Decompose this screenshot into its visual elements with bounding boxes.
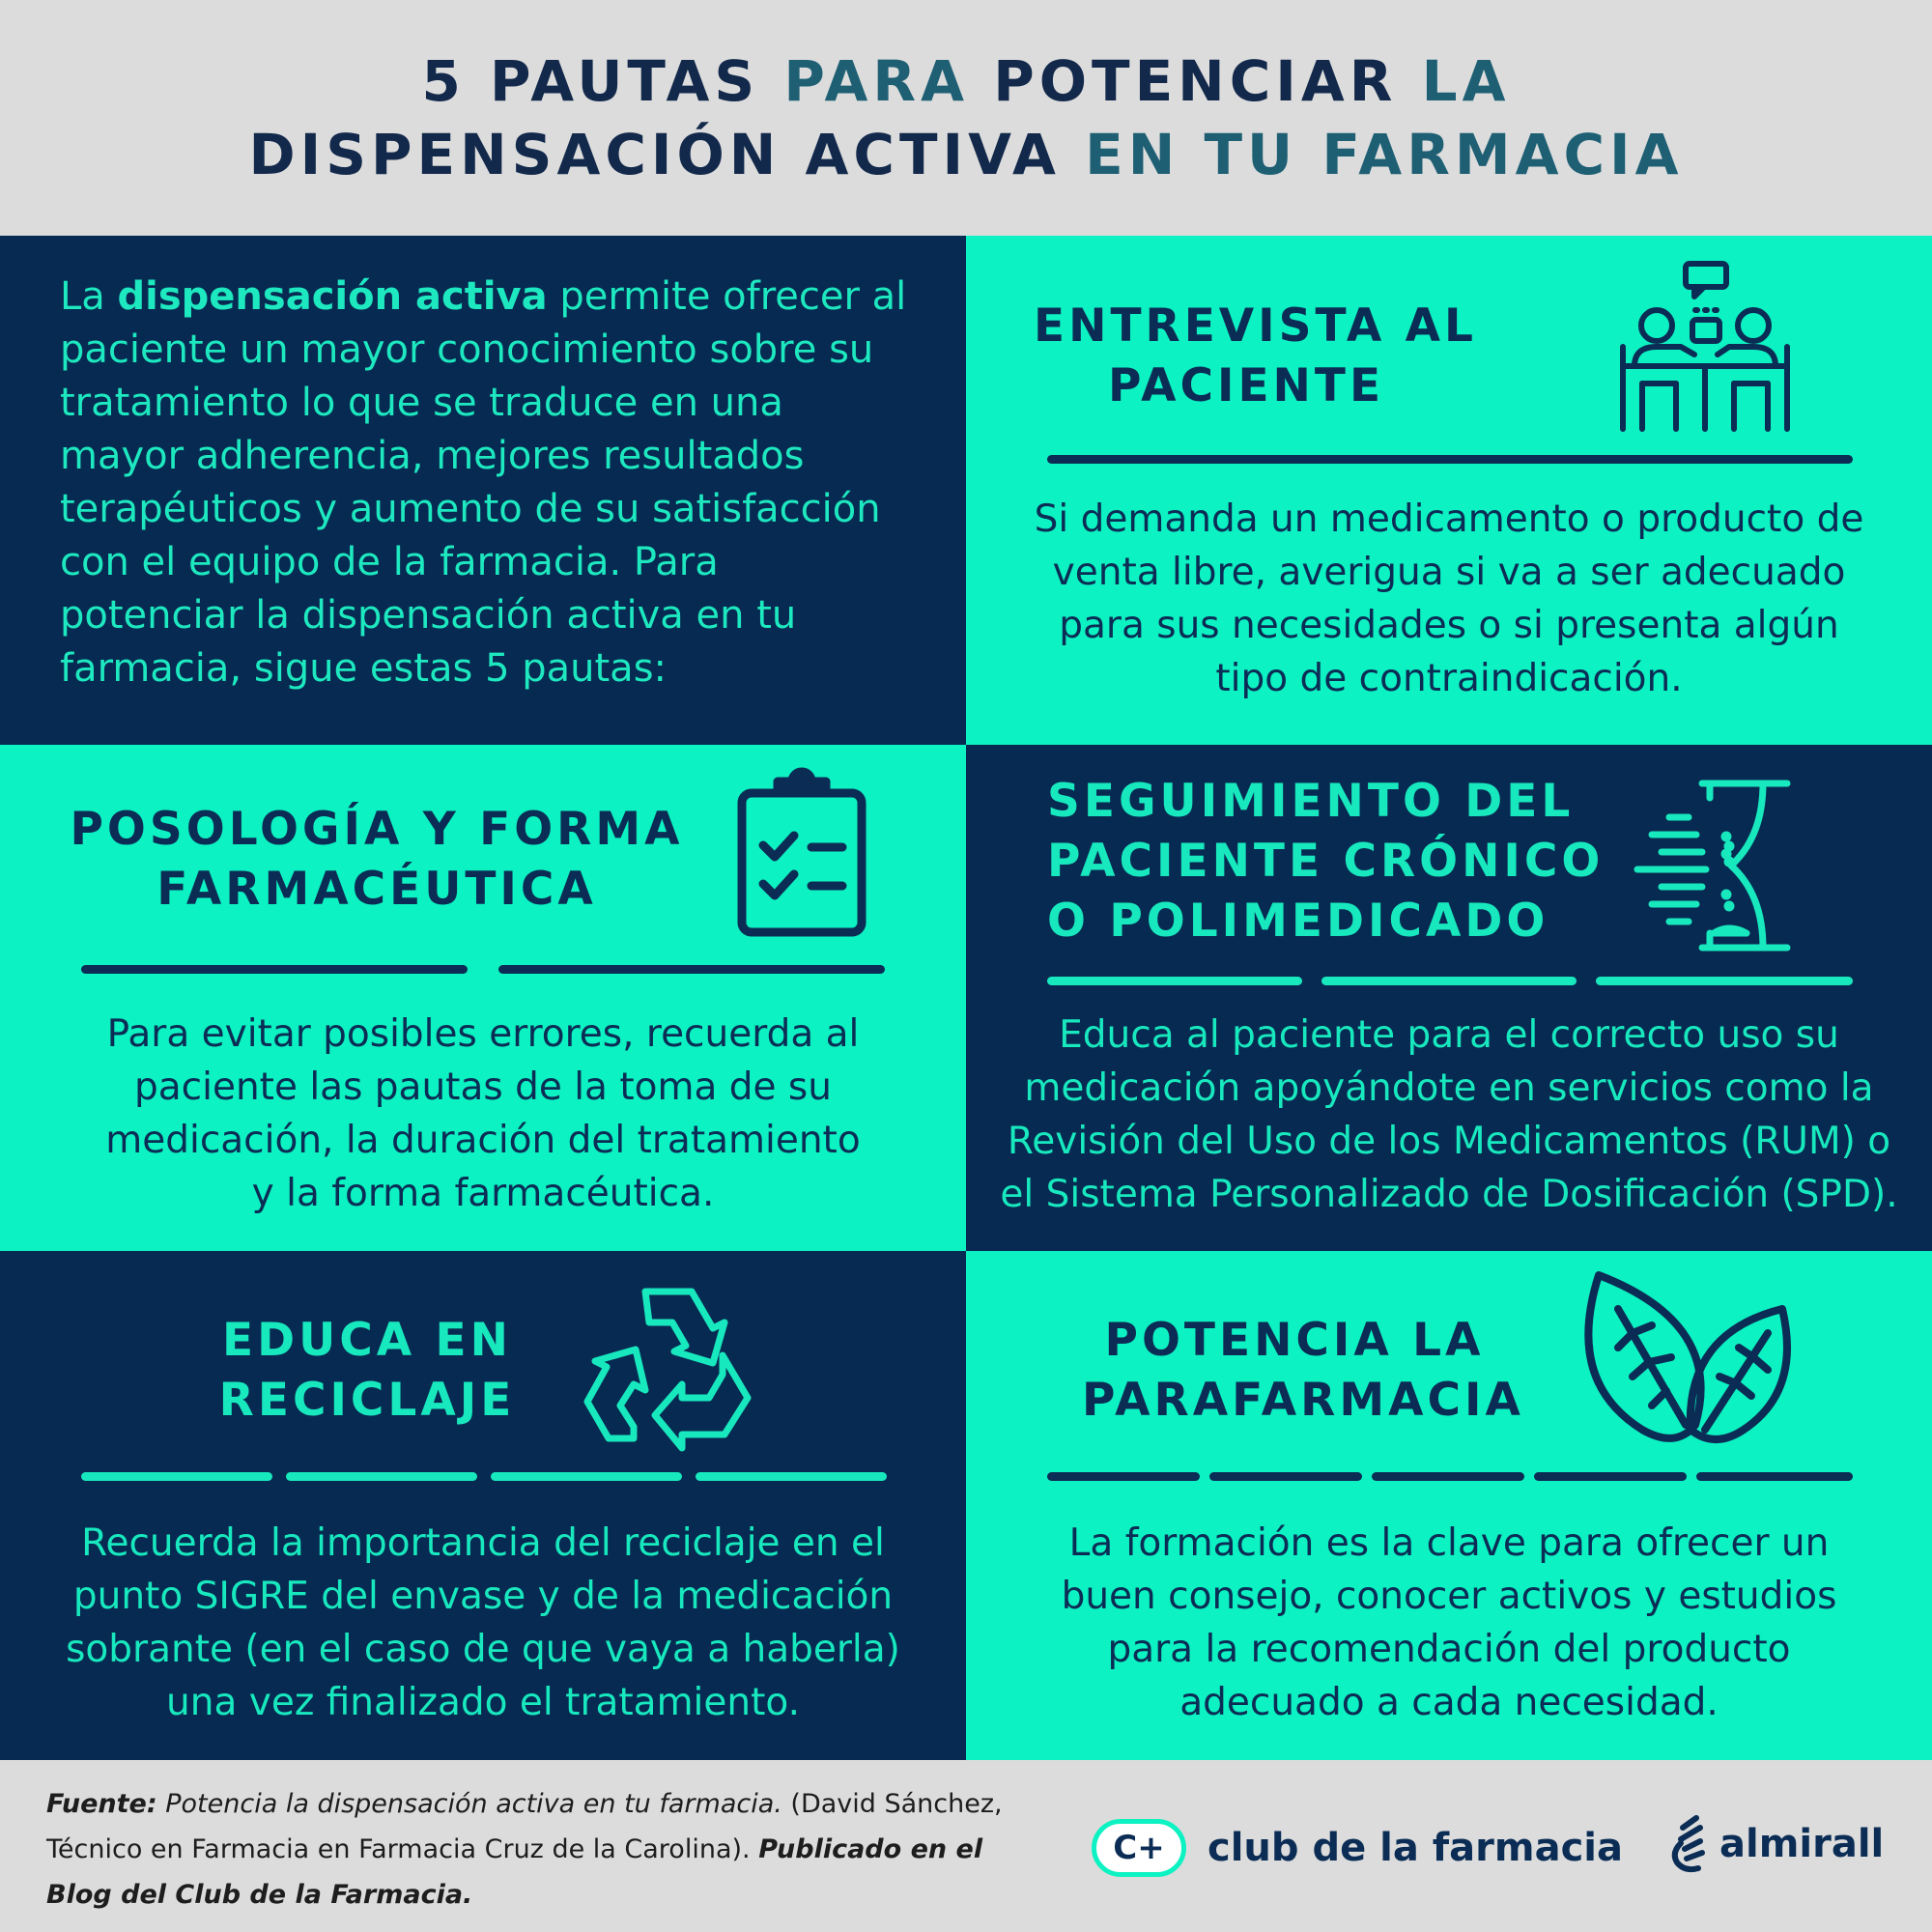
title-line: RECICLAJE: [218, 1374, 516, 1427]
title-segment: POTENCIAR: [993, 48, 1422, 114]
card-entrevista: [966, 236, 1932, 745]
text-line: Educa al paciente para el correcto uso su: [1059, 1013, 1839, 1057]
intro-panel: [0, 236, 966, 745]
source-label: Fuente:: [46, 1789, 157, 1819]
divider: [1047, 977, 1302, 985]
text-line: venta libre, averigua si va a ser adecuado: [1052, 551, 1846, 594]
text-line: Revisión del Uso de los Medicamentos (RUM) o: [1007, 1120, 1891, 1163]
card-reciclaje-text: [19, 1517, 947, 1729]
text-line: La formación es la clave para ofrecer un: [1068, 1521, 1830, 1565]
text-line: tipo de contraindicación.: [1215, 657, 1683, 700]
title-line: EDUCA EN: [222, 1314, 512, 1367]
card-parafarmacia-text: [985, 1517, 1913, 1729]
club-name: club de la farmacia: [1208, 1826, 1623, 1870]
title-line: PACIENTE CRÓNICO: [1047, 835, 1605, 888]
intro-prefix: La: [60, 274, 118, 319]
source-citation: [46, 1781, 1012, 1918]
card-parafarmacia: [966, 1251, 1932, 1760]
text-line: para sus necesidades o si presenta algún: [1059, 604, 1839, 647]
text-line: adecuado a cada necesidad.: [1179, 1681, 1719, 1724]
text-line: buen consejo, conocer activos y estudios: [1061, 1575, 1837, 1618]
divider: [1534, 1472, 1687, 1481]
text-line: medicación, la duración del tratamiento: [105, 1119, 861, 1162]
source-author: (David Sánchez, Técnico en Farmacia en Farmacia Cruz de la Carolina).: [46, 1789, 1003, 1864]
card-posologia: [0, 745, 966, 1251]
intro-rest: permite ofrecer al paciente un mayor conocimiento sobre su tratamiento lo que se traduce en una mayor adherencia, mejores resultados terapéuticos y aumento de su satisfacción con el equipo de la farmacia. Para potenciar la dispensación activa en tu farmacia, sigue estas 5 pautas:: [60, 274, 907, 691]
source-published: Publicado en el Blog del Club de la Farmacia.: [46, 1834, 983, 1910]
text-line: punto SIGRE del envase y de la medicación: [72, 1575, 894, 1618]
card-reciclaje: [0, 1251, 966, 1760]
header: [0, 0, 1932, 236]
clipboard-checklist-icon: [734, 766, 869, 940]
almirall-logo: [1667, 1814, 1884, 1874]
intro-bold: dispensación activa: [117, 274, 548, 319]
text-line: y la forma farmacéutica.: [251, 1172, 715, 1215]
text-line: Para evitar posibles errores, recuerda al: [106, 1012, 860, 1056]
card-reciclaje-title: [174, 1311, 560, 1431]
almirall-mark-icon: [1667, 1814, 1714, 1874]
interview-icon: [1613, 260, 1797, 443]
title-line: SEGUIMIENTO DEL: [1047, 775, 1575, 828]
title-segment-highlight: PARA: [783, 48, 994, 114]
divider: [1596, 977, 1853, 985]
divider: [498, 965, 885, 974]
divider: [1047, 1472, 1200, 1481]
text-line: sobrante (en el caso de que vaya a haberla): [66, 1628, 900, 1671]
title-line: FARMACÉUTICA: [156, 863, 597, 916]
divider: [1209, 1472, 1362, 1481]
text-line: una vez finalizado el tratamiento.: [166, 1681, 800, 1724]
card-parafarmacia-title: [1082, 1311, 1524, 1431]
page-title-line-1: [422, 44, 1511, 118]
club-badge-text: C+: [1113, 1829, 1165, 1867]
club-farmacia-logo: [1092, 1816, 1623, 1880]
card-entrevista-title: [1034, 297, 1477, 416]
recycle-icon: [578, 1280, 767, 1454]
card-seguimiento-text: [971, 1009, 1927, 1221]
title-segment: DISPENSACIÓN ACTIVA: [248, 122, 1086, 187]
divider: [491, 1472, 682, 1481]
page-title-line-2: [249, 118, 1684, 191]
text-line: paciente las pautas de la toma de su: [134, 1065, 832, 1109]
divider: [81, 1472, 272, 1481]
source-title: Potencia la dispensación activa en tu farmacia.: [165, 1789, 782, 1819]
title-segment: 5 PAUTAS: [421, 48, 784, 114]
intro-text: [60, 270, 910, 696]
text-line: el Sistema Personalizado de Dosificación (SPD).: [1000, 1173, 1898, 1216]
text-line: Recuerda la importancia del reciclaje en el: [81, 1521, 885, 1565]
card-entrevista-text: [985, 493, 1913, 705]
text-line: medicación apoyándote en servicios como la: [1024, 1066, 1874, 1110]
title-line: POSOLOGÍA Y FORMA: [70, 803, 684, 856]
title-segment-highlight: LA: [1421, 48, 1511, 114]
text-line: Si demanda un medicamento o producto de: [1034, 497, 1864, 541]
divider: [1047, 455, 1853, 464]
title-segment-highlight: EN TU FARMACIA: [1085, 122, 1684, 187]
club-badge-icon: [1092, 1819, 1186, 1877]
title-line: POTENCIA LA: [1104, 1314, 1485, 1367]
divider: [1321, 977, 1577, 985]
card-posologia-title: [58, 800, 696, 920]
title-line: ENTREVISTA AL: [1034, 299, 1477, 353]
title-line: PARAFARMACIA: [1082, 1374, 1524, 1427]
card-seguimiento: [966, 745, 1932, 1251]
divider: [81, 965, 468, 974]
divider: [1696, 1472, 1853, 1481]
almirall-name: almirall: [1719, 1822, 1885, 1866]
divider: [1372, 1472, 1524, 1481]
title-line: O POLIMEDICADO: [1047, 895, 1549, 948]
footer: [0, 1760, 1932, 1932]
hourglass-icon: [1633, 779, 1797, 952]
divider: [286, 1472, 477, 1481]
title-line: PACIENTE: [1107, 359, 1385, 412]
card-seguimiento-title: [1047, 772, 1605, 952]
text-line: para la recomendación del producto: [1107, 1628, 1791, 1671]
card-posologia-text: [19, 1008, 947, 1220]
divider: [696, 1472, 887, 1481]
leaves-icon: [1579, 1265, 1792, 1459]
